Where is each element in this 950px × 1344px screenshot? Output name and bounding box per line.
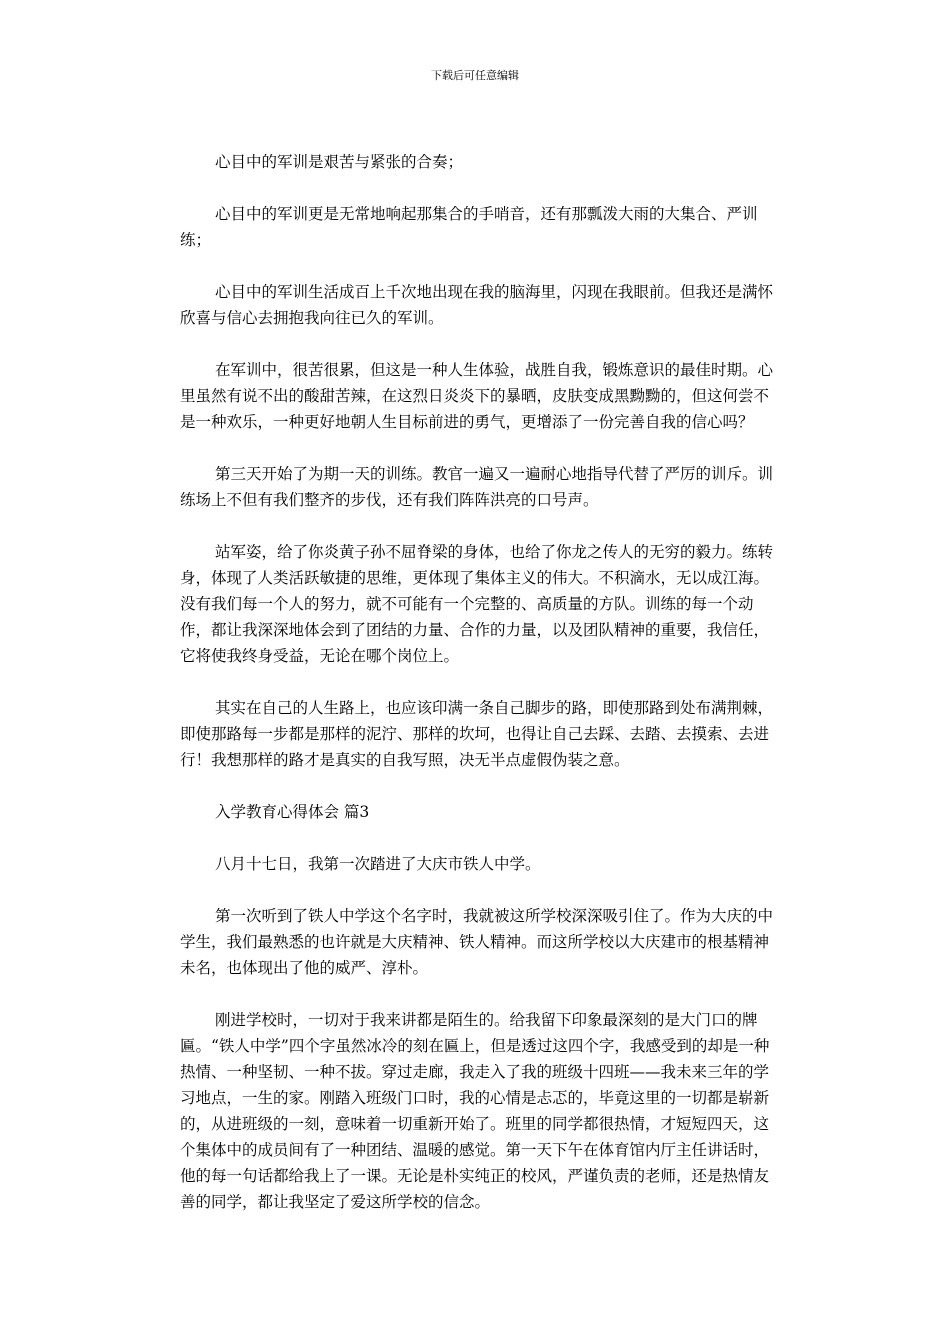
paragraph-spacer	[180, 513, 780, 539]
paragraph: 八月十七日，我第一次踏进了大庆市铁人中学。	[215, 855, 541, 873]
paragraph-spacer	[180, 175, 780, 201]
paragraph: 其实在自己的人生路上，也应该印满一条自己脚步的路，即使那路到处布满荆棘，即使那路每一步都是那样的泥泞、那样的坎坷，也得让自己去踩、去踏、去摸索、去进行！我想那样的路才是真实的自我写照，决无半点虚假伪装之意。	[180, 699, 774, 769]
paragraph-spacer	[180, 253, 780, 279]
paragraph-spacer	[180, 981, 780, 1007]
paragraph: 心目中的军训生活成百上千次地出现在我的脑海里，闪现在我眼前。但我还是满怀欣喜与信心去拥抱我向往已久的军训。	[180, 283, 774, 327]
section-heading: 入学教育心得体会 篇3	[215, 803, 370, 821]
page-header: 下载后可任意编辑	[431, 69, 519, 82]
document-body	[180, 149, 780, 1215]
paragraph-spacer	[180, 331, 780, 357]
paragraph: 心目中的军训更是无常地响起那集合的手哨音，还有那瓢泼大雨的大集合、严训练；	[180, 205, 758, 249]
paragraph-spacer	[180, 669, 780, 695]
paragraph-spacer	[180, 825, 780, 851]
paragraph-spacer	[180, 773, 780, 799]
paragraph-spacer	[180, 435, 780, 461]
paragraph: 刚进学校时，一切对于我来讲都是陌生的。给我留下印象最深刻的是大门口的牌匾。“铁人中学”四个字虽然冰冷的刻在匾上，但是透过这四个字，我感受到的却是一种热情、一种坚韧、一种不拔。穿过走廊，我走入了我的班级十四班——我未来三年的学习地点，一生的家。刚踏入班级门口时，我的心情是忐忑的，毕竟这里的一切都是崭新的，从进班级的一刻，意味着一切重新开始了。班里的同学都很热情，才短短四天，这个集体中的成员间有了一种团结、温暖的感觉。第一天下午在体育馆内厅主任讲话时，他的每一句话都给我上了一课。无论是朴实纯正的校风，严谨负责的老师，还是热情友善的同学，都让我坚定了爱这所学校的信念。	[180, 1011, 770, 1211]
paragraph: 在军训中，很苦很累，但这是一种人生体验，战胜自我，锻炼意识的最佳时期。心里虽然有说不出的酸甜苦辣，在这烈日炎炎下的暴晒，皮肤变成黑黝黝的，但这何尝不是一种欢乐，一种更好地朝人生目标前进的勇气，更增添了一份完善自我的信心吗？	[180, 361, 774, 431]
paragraph-spacer	[180, 877, 780, 903]
paragraph: 第一次听到了铁人中学这个名字时，我就被这所学校深深吸引住了。作为大庆的中学生，我们最熟悉的也许就是大庆精神、铁人精神。而这所学校以大庆建市的根基精神未名，也体现出了他的威严、淳朴。	[180, 907, 774, 977]
paragraph: 第三天开始了为期一天的训练。教官一遍又一遍耐心地指导代替了严厉的训斥。训练场上不但有我们整齐的步伐，还有我们阵阵洪亮的口号声。	[180, 465, 774, 509]
paragraph: 站军姿，给了你炎黄子孙不屈脊梁的身体，也给了你龙之传人的无穷的毅力。练转身，体现了人类活跃敏捷的思维，更体现了集体主义的伟大。不积滴水，无以成江海。没有我们每一个人的努力，就不可能有一个完整的、高质量的方队。训练的每一个动作，都让我深深地体会到了团结的力量、合作的力量，以及团队精神的重要，我信任，它将使我终身受益，无论在哪个岗位上。	[180, 543, 774, 665]
paragraph: 心目中的军训是艰苦与紧张的合奏；	[215, 153, 464, 171]
